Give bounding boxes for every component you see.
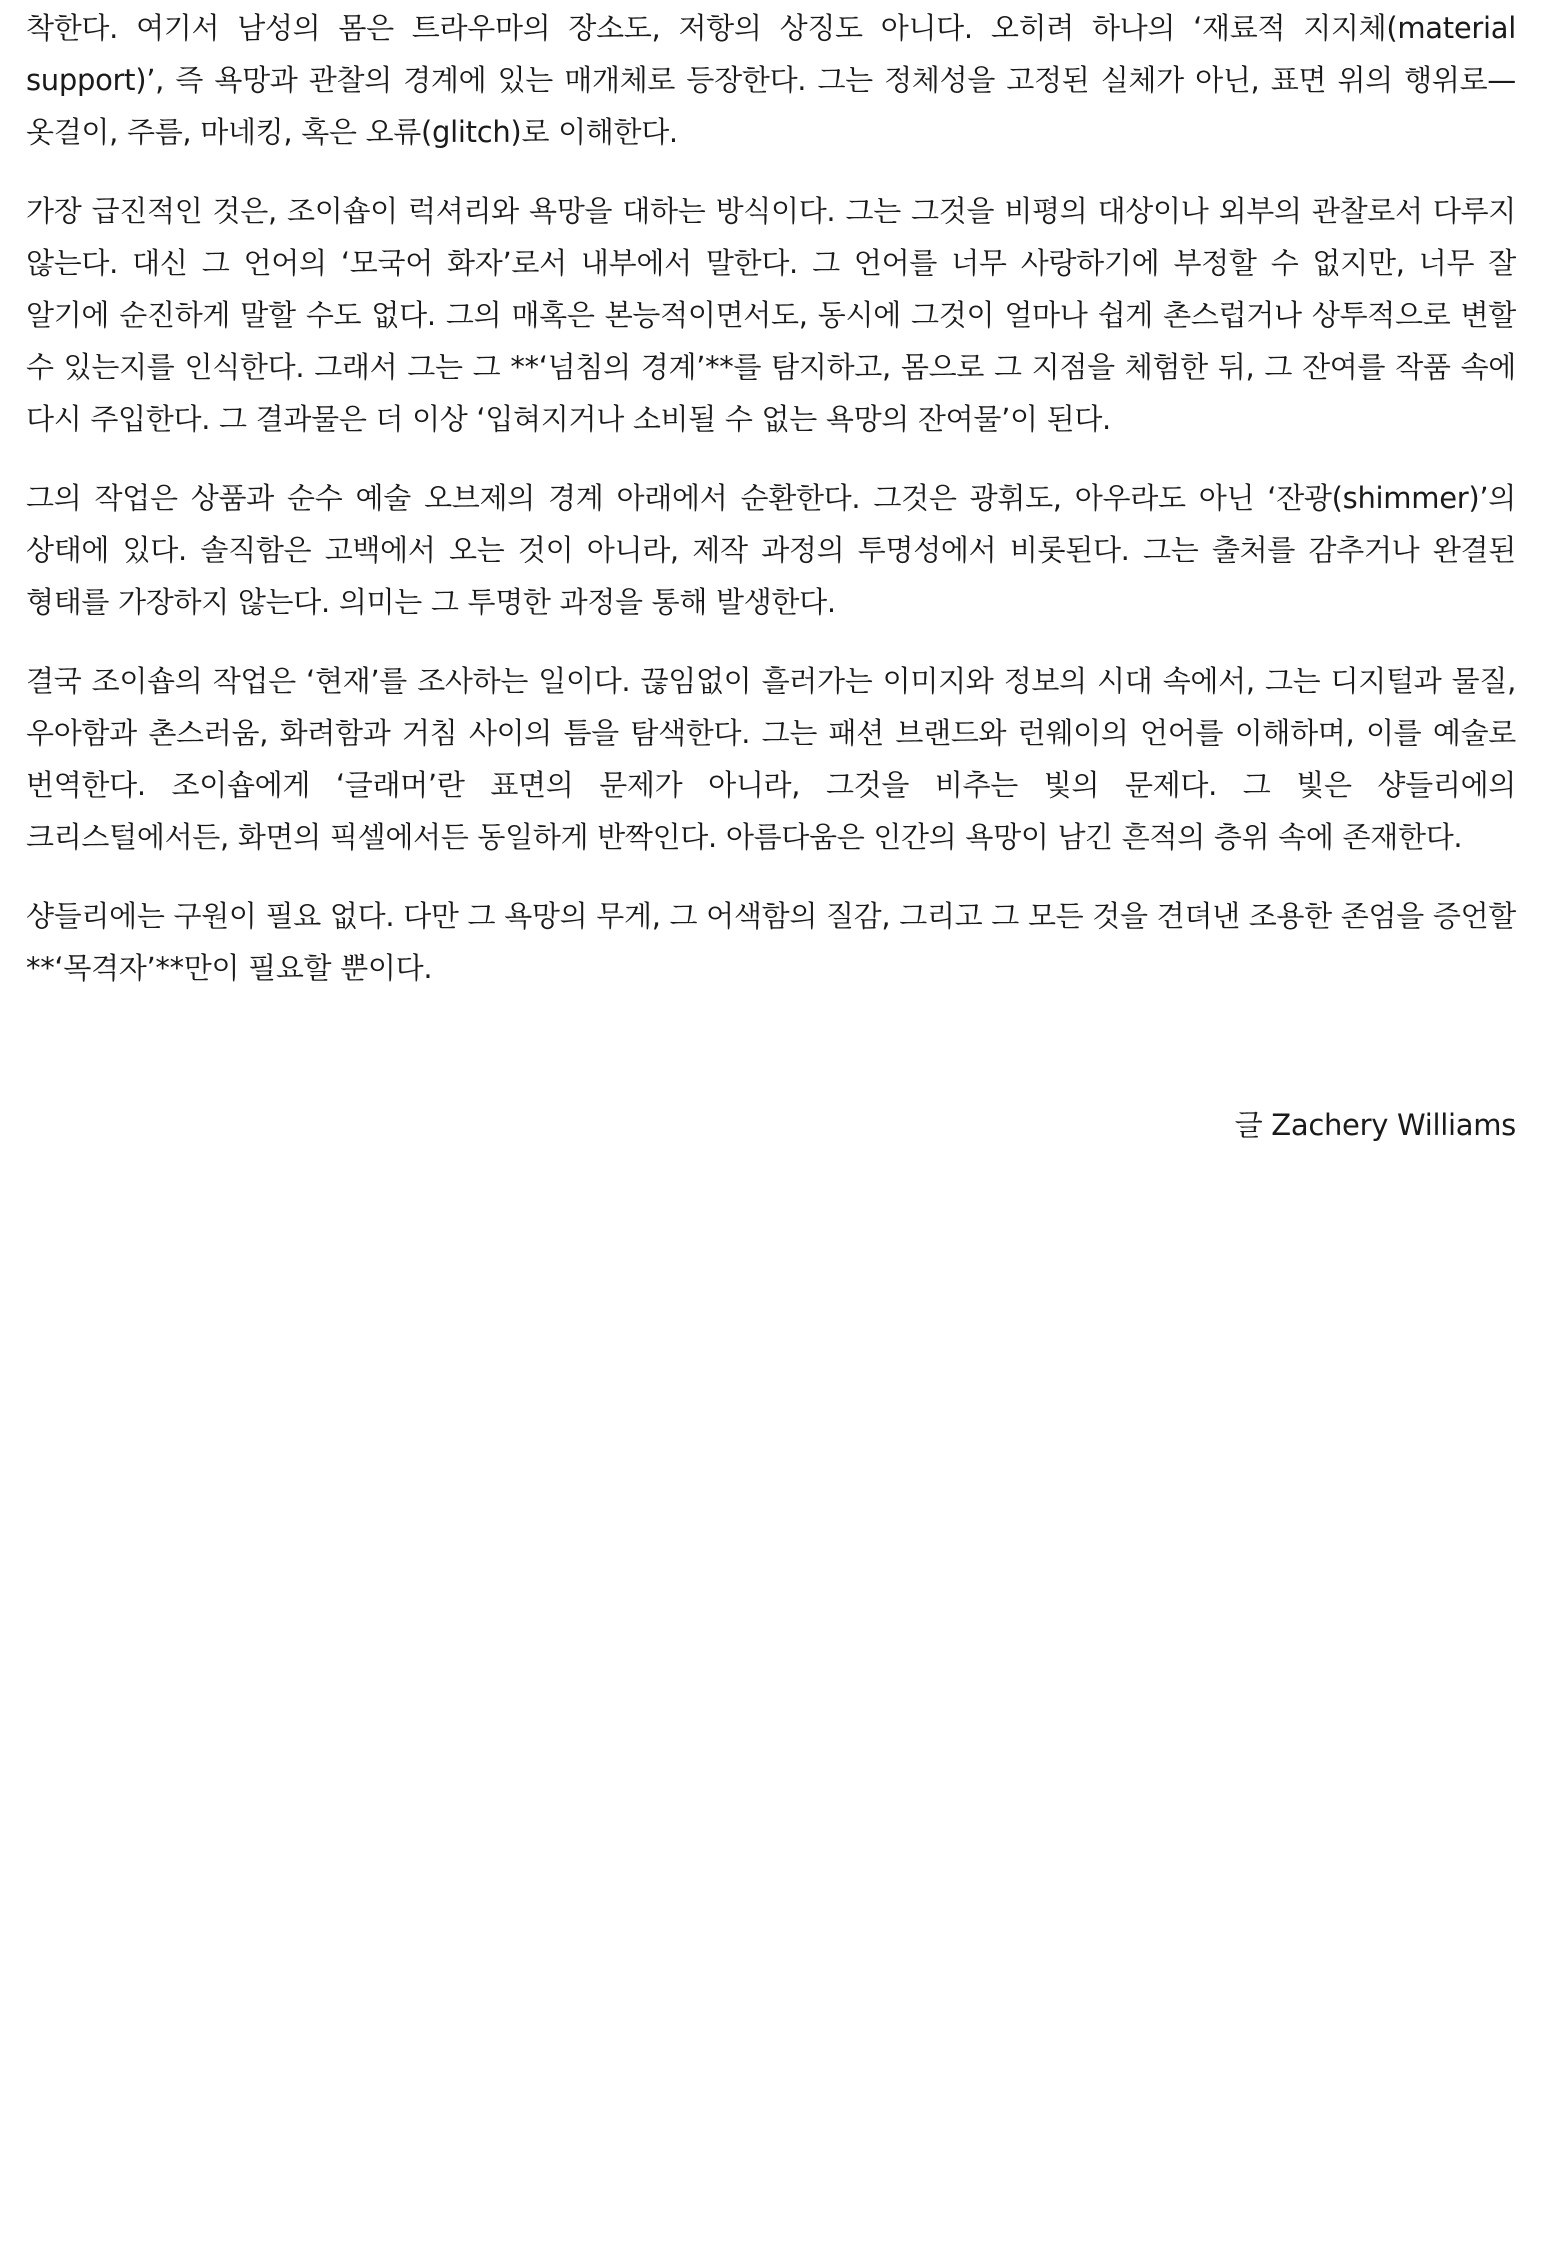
article-body [26,0,1516,1151]
paragraph-2: 가장 급진적인 것은, 조이숍이 럭셔리와 욕망을 대하는 방식이다. 그는 그것을 비평의 대상이나 외부의 관찰로서 다루지 않는다. 대신 그 언어의 ‘모국어 화자’로서 내부에서 말한다. 그 언어를 너무 사랑하기에 부정할 수 없지만, 너무 잘 알기에 순진하게 말할 수도 없다. 그의 매혹은 본능적이면서도, 동시에 그것이 얼마나 쉽게 촌스럽거나 상투적으로 변할 수 있는지를 인식한다. 그래서 그는 그 **‘넘침의 경계’**를 탐지하고, 몸으로 그 지점을 체험한 뒤, 그 잔여를 작품 속에 다시 주입한다. 그 결과물은 더 이상 ‘입혀지거나 소비될 수 없는 욕망의 잔여물’이 된다. [26,194,1516,436]
paragraph-1: 착한다. 여기서 남성의 몸은 트라우마의 장소도, 저항의 상징도 아니다. 오히려 하나의 ‘재료적 지지체(material support)’, 즉 욕망과 관찰의 경계에 있는 매개체로 등장한다. 그는 정체성을 고정된 실체가 아닌, 표면 위의 행위로—옷걸이, 주름, 마네킹, 혹은 오류(glitch)로 이해한다. [26,11,1516,149]
paragraph-4: 결국 조이숍의 작업은 ‘현재’를 조사하는 일이다. 끊임없이 흘러가는 이미지와 정보의 시대 속에서, 그는 디지털과 물질, 우아함과 촌스러움, 화려함과 거침 사이의 틈을 탐색한다. 그는 패션 브랜드와 런웨이의 언어를 이해하며, 이를 예술로 번역한다. 조이숍에게 ‘글래머’란 표면의 문제가 아니라, 그것을 비추는 빛의 문제다. 그 빛은 샹들리에의 크리스털에서든, 화면의 픽셀에서든 동일하게 반짝인다. 아름다움은 인간의 욕망이 남긴 흔적의 층위 속에 존재한다. [26,664,1516,854]
paragraph-3: 그의 작업은 상품과 순수 예술 오브제의 경계 아래에서 순환한다. 그것은 광휘도, 아우라도 아닌 ‘잔광(shimmer)’의 상태에 있다. 솔직함은 고백에서 오는 것이 아니라, 제작 과정의 투명성에서 비롯된다. 그는 출처를 감추거나 완결된 형태를 가장하지 않는다. 의미는 그 투명한 과정을 통해 발생한다. [26,481,1516,619]
paragraph-5: 샹들리에는 구원이 필요 없다. 다만 그 욕망의 무게, 그 어색함의 질감, 그리고 그 모든 것을 견뎌낸 조용한 존엄을 증언할 **‘목격자’**만이 필요할 뿐이다. [26,899,1517,985]
author-byline: 글 Zachery Williams [1234,1108,1516,1142]
